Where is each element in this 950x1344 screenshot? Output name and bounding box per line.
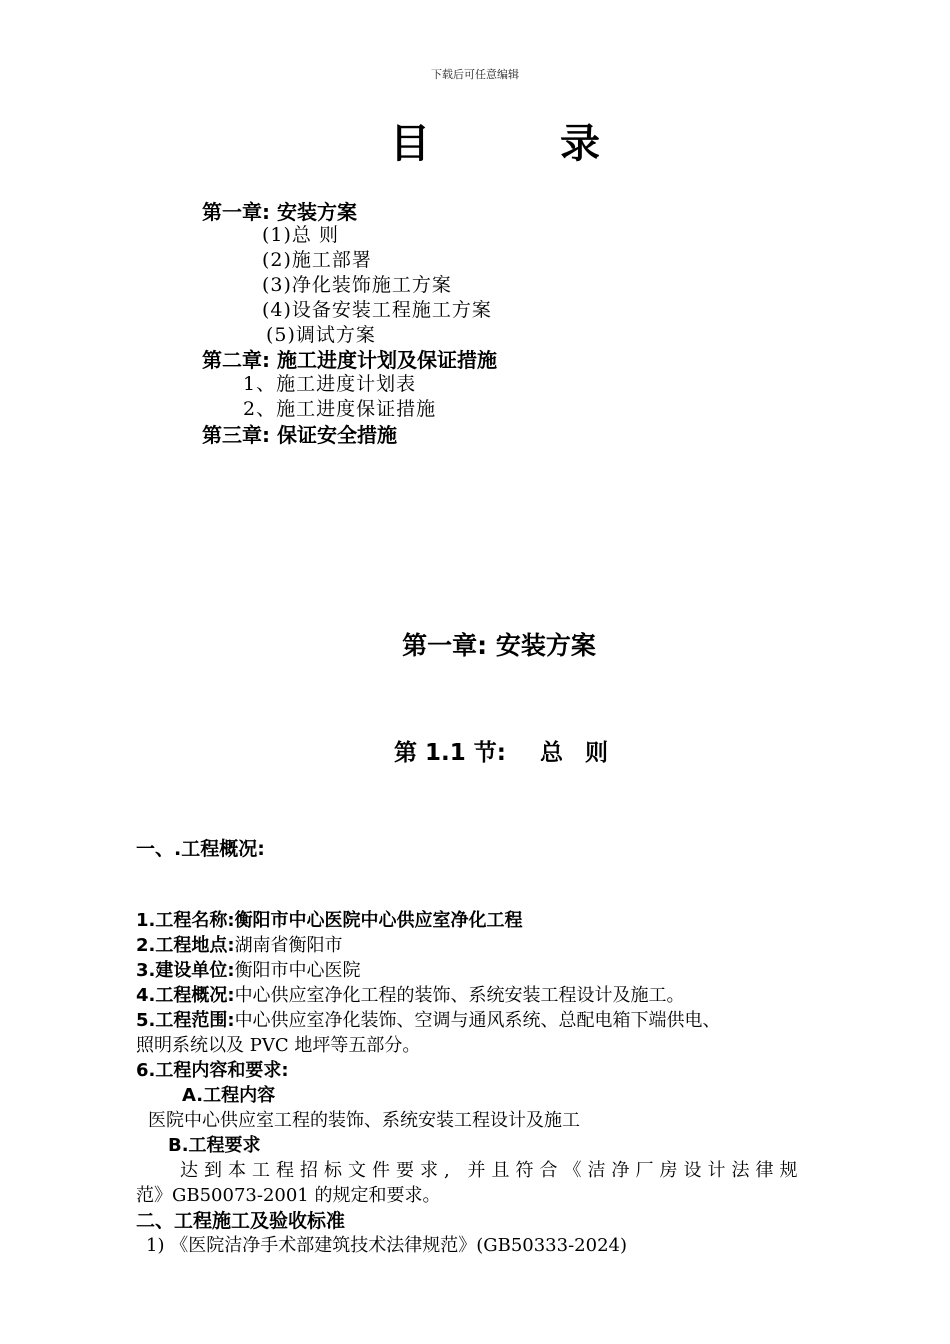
- section-title-char-2: 则: [584, 740, 608, 766]
- field-label: 5.工程范围:: [136, 1010, 235, 1031]
- section-label: 第 1.1 节:: [394, 740, 506, 766]
- field-value: 衡阳市中心医院: [234, 960, 361, 981]
- toc-entry-2-2[interactable]: 2、施工进度保证措施: [243, 398, 437, 420]
- field-row: [136, 906, 523, 932]
- section-heading: [0, 734, 950, 767]
- toc-entry-1-3[interactable]: (3)净化装饰施工方案: [262, 274, 452, 296]
- scope-continued: 照明系统以及 PVC 地坪等五部分。: [136, 1035, 421, 1056]
- toc-entry-chapter-3[interactable]: 第三章: 保证安全措施: [202, 423, 397, 447]
- field-value: 中心供应室净化工程的装饰、系统安装工程设计及施工。: [234, 985, 685, 1006]
- section-title-char-1: 总: [539, 740, 563, 766]
- toc-title-char-2: 录: [560, 121, 600, 167]
- toc-entry-2-1[interactable]: 1、施工进度计划表: [243, 373, 417, 395]
- content-heading: 6.工程内容和要求:: [136, 1060, 289, 1081]
- sub-b-text-2: 范》GB50073-2001 的规定和要求。: [136, 1185, 441, 1206]
- page-header-note: 下载后可任意编辑: [431, 68, 519, 81]
- toc-title-char-1: 目: [390, 121, 430, 167]
- sub-heading-a: A.工程内容: [182, 1085, 276, 1106]
- field-row: [136, 931, 343, 957]
- toc-entry-1-4[interactable]: (4)设备安装工程施工方案: [262, 299, 492, 321]
- chapter-heading: 第一章: 安装方案: [402, 631, 596, 660]
- field-row: [136, 981, 685, 1007]
- toc-entry-1-2[interactable]: (2)施工部署: [262, 249, 372, 271]
- heading-standards: 二、工程施工及验收标准: [136, 1210, 346, 1232]
- sub-heading-b: B.工程要求: [168, 1135, 261, 1156]
- toc-entry-chapter-1[interactable]: 第一章: 安装方案: [202, 200, 357, 224]
- standard-item: 1) 《医院洁净手术部建筑技术法律规范》(GB50333-2024): [146, 1235, 627, 1256]
- toc-entry-chapter-2[interactable]: 第二章: 施工进度计划及保证措施: [202, 348, 497, 372]
- field-label: 2.工程地点:: [136, 935, 235, 956]
- sub-a-text: 医院中心供应室工程的装饰、系统安装工程设计及施工: [148, 1110, 580, 1131]
- field-row: [136, 1006, 721, 1032]
- field-row: [136, 956, 361, 982]
- toc-entry-1-5[interactable]: (5)调试方案: [266, 324, 376, 346]
- heading-project-overview: 一、.工程概况:: [136, 838, 265, 860]
- field-value: 衡阳市中心医院中心供应室净化工程: [234, 910, 523, 931]
- field-value: 湖南省衡阳市: [234, 935, 343, 956]
- field-label: 4.工程概况:: [136, 985, 235, 1006]
- toc-entry-1-1[interactable]: (1)总 则: [262, 224, 339, 246]
- field-label: 3.建设单位:: [136, 960, 235, 981]
- toc-title: [390, 112, 600, 169]
- sub-b-text-1: 达到本工程招标文件要求, 并且符合《洁净厂房设计法律规: [180, 1160, 804, 1181]
- field-label: 1.工程名称:: [136, 910, 235, 931]
- field-value: 中心供应室净化装饰、空调与通风系统、总配电箱下端供电、: [234, 1010, 721, 1031]
